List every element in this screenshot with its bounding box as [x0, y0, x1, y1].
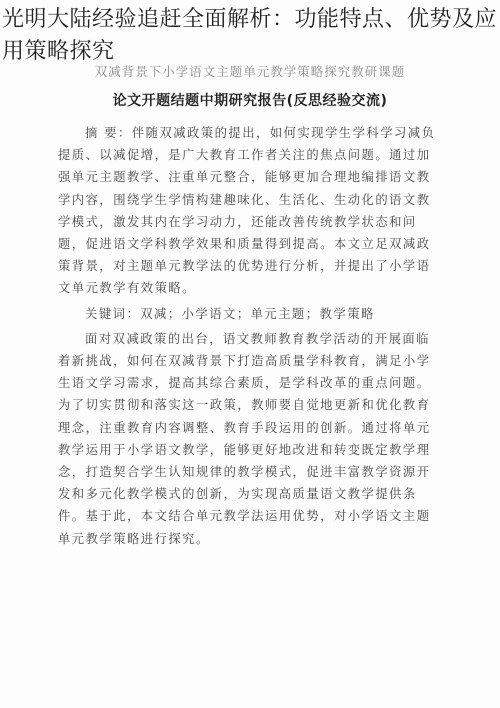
document-title: 论文开题结题中期研究报告(反思经验交流) — [112, 93, 388, 109]
abstract-paragraph: 摘 要：伴随双减政策的提出，如何实现学生学科学习减负提质、以减促增，是广大教育工作者关注的焦点问题。通过加强单元主题教学、注重单元整合，能够更加合理地编排语文教学内容，围绕学生学情构建趣味化、生活化、生动化的语文教学模式，激发其内在学习动力，还能改善传统教学状态和问题，促进语文学科教学效果和质量得到提高。本文立足双减政策背景，对主题单元教学法的优势进行分析，并提出了小学语文单元教学有效策略。 — [58, 126, 436, 296]
body-paragraph: 面对双减政策的出台，语文教师教育教学活动的开展面临着新挑战，如何在双减背景下打造高质量学科教育，满足小学生语文学习需求，提高其综合素质，是学科改革的重点问题。为了切实贯彻和落实这一政策，教师要自觉地更新和优化教育理念，注重教育内容调整、教育手段运用的创新。通过将单元教学运用于小学语文教学，能够更好地改进和转变既定教学理念，打造契合学生认知规律的教学模式，促进丰富教学资源开发和多元化教学模式的创新，为实现高质量语文教学提供条件。基于此，本文结合单元教学法运用优势，对小学语文主题单元教学策略进行探究。 — [58, 331, 431, 546]
document-header: 双减背景下小学语文主题单元教学策略探究教研课题 — [94, 64, 406, 79]
overlay-title: 光明大陆经验追赶全面解析：功能特点、优势及应用策略探究 — [2, 7, 498, 64]
keywords-line: 关键词：双减；小学语文；单元主题；教学策略 — [85, 306, 375, 321]
document-body — [58, 122, 442, 550]
